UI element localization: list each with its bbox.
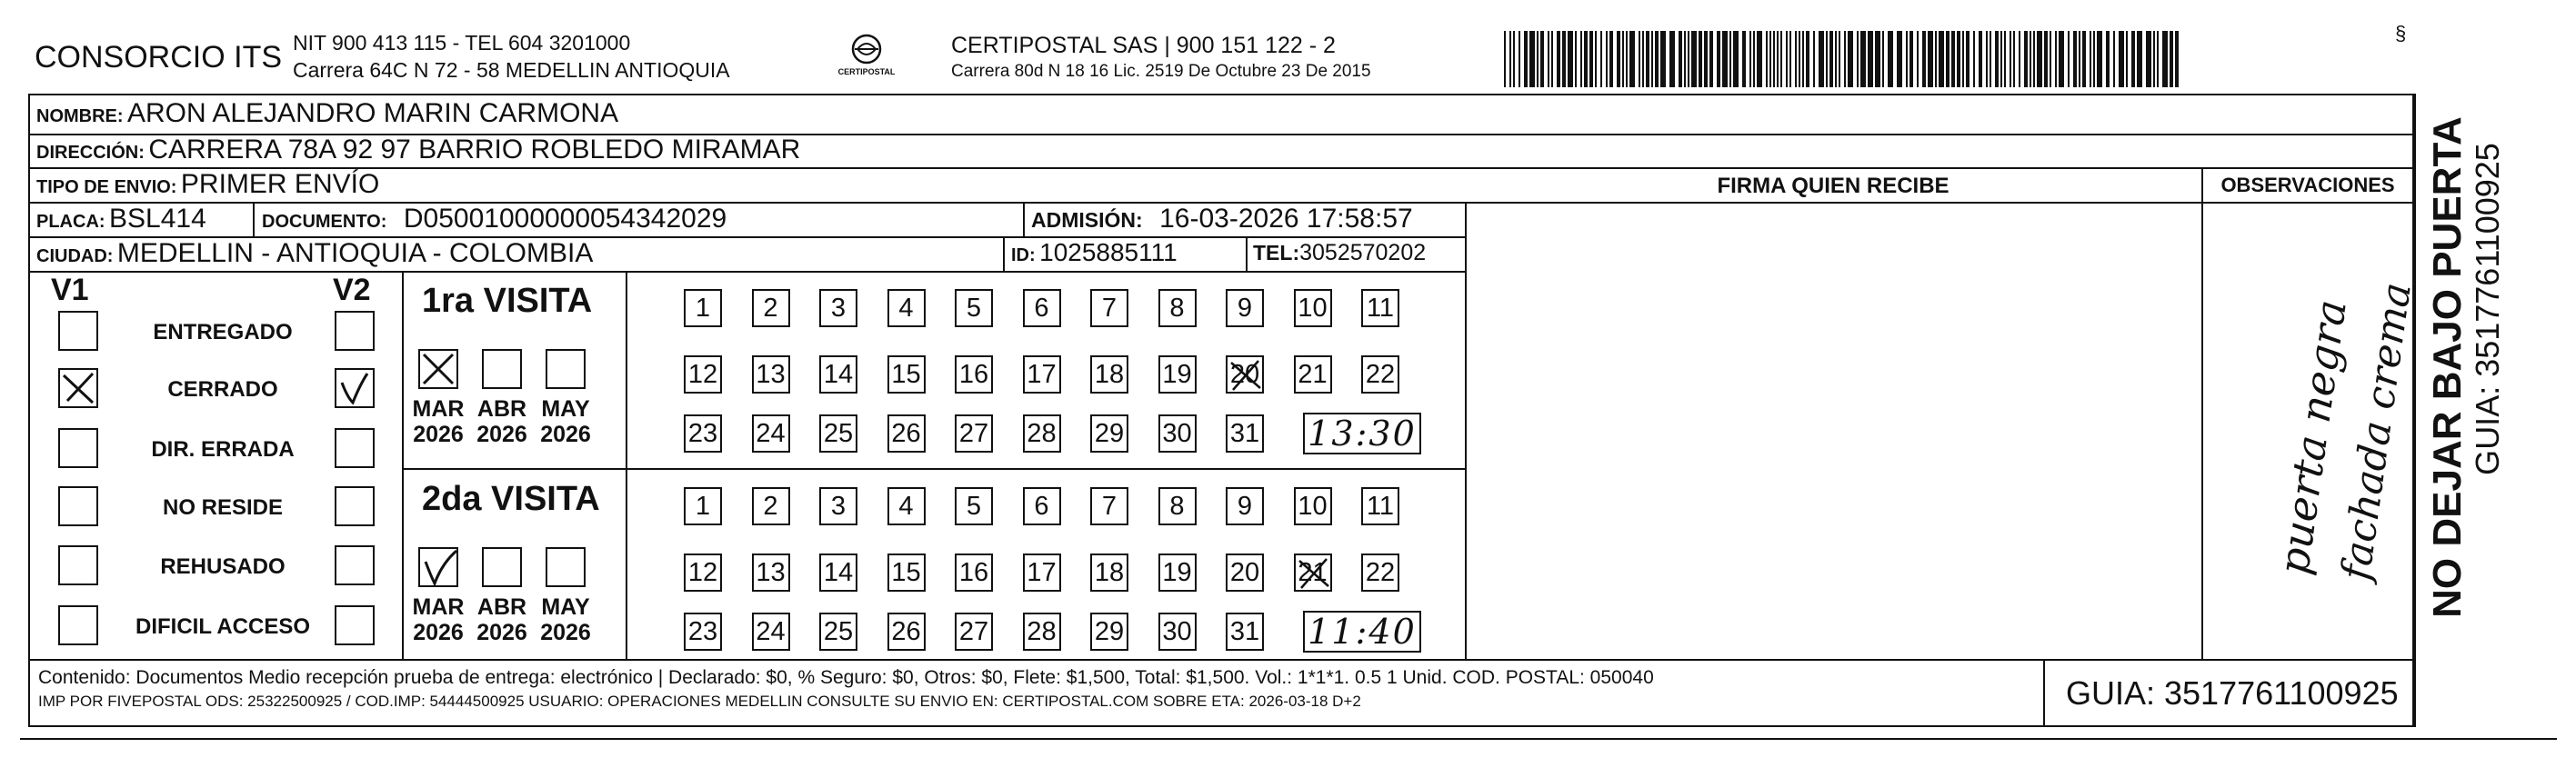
direccion-field <box>36 135 800 165</box>
day-number: 14 <box>823 360 854 389</box>
day-box[interactable] <box>955 554 993 592</box>
month-label: MAR <box>412 594 465 620</box>
side-panel <box>2417 95 2537 640</box>
col-line <box>253 202 255 236</box>
visit-time: 13:30 <box>1308 414 1417 454</box>
v2-label: V2 <box>333 273 371 307</box>
visit-time: 11:40 <box>1308 612 1417 652</box>
ciudad-field <box>36 238 593 269</box>
day-box[interactable] <box>1158 289 1197 327</box>
day-box[interactable] <box>1158 414 1197 453</box>
day-box[interactable] <box>1023 289 1061 327</box>
firma-header: FIRMA QUIEN RECIBE <box>1717 174 1950 198</box>
admision-label: ADMISIÓN: <box>1031 208 1143 232</box>
side-title: NO DEJAR BAJO PUERTA <box>2425 116 2470 618</box>
nombre-label: NOMBRE: <box>36 106 124 126</box>
barcode <box>1504 31 2181 87</box>
day-number: 17 <box>1027 558 1057 587</box>
day-mark-icon <box>1296 555 1332 592</box>
day-box[interactable] <box>1294 355 1332 394</box>
day-box[interactable] <box>887 355 926 394</box>
month-year: 2026 <box>413 620 464 645</box>
col-line <box>626 271 627 659</box>
day-number: 5 <box>966 492 982 521</box>
day-box[interactable] <box>1023 355 1061 394</box>
day-box[interactable] <box>887 289 926 327</box>
day-box[interactable] <box>1023 613 1061 651</box>
v2-checkbox[interactable] <box>335 311 375 351</box>
placa-value: BSL414 <box>109 204 206 234</box>
documento-value: D05001000000054342029 <box>403 204 727 234</box>
day-number: 28 <box>1027 419 1057 448</box>
day-box[interactable] <box>1361 487 1399 525</box>
day-box[interactable] <box>1158 355 1197 394</box>
barcode-image <box>1504 31 2181 87</box>
day-box[interactable] <box>887 414 926 453</box>
day-number: 13 <box>756 360 786 389</box>
day-number: 31 <box>1229 617 1260 646</box>
v2-checkbox[interactable] <box>335 545 375 585</box>
right-edge-line <box>2414 94 2416 727</box>
month-label: MAR <box>412 396 465 422</box>
visit-time-box[interactable] <box>1303 413 1421 454</box>
day-box[interactable] <box>955 487 993 525</box>
day-box[interactable] <box>1226 554 1264 592</box>
footer-imp: IMP POR FIVEPOSTAL ODS: 25322500925 / COD.IMP: 54444500925 USUARIO: OPERACIONES MEDELLIN CONSULTE SU ENVIO EN: CERTIPOSTAL.COM SOBRE ETA: 2026-03-18 D+2 <box>38 693 1361 710</box>
admision-value: 16-03-2026 17:58:57 <box>1159 204 1413 234</box>
day-box[interactable] <box>955 414 993 453</box>
day-number: 20 <box>1229 360 1260 389</box>
day-number: 10 <box>1298 294 1328 323</box>
day-number: 25 <box>823 617 854 646</box>
day-box[interactable] <box>684 414 722 453</box>
day-number: 12 <box>687 558 718 587</box>
day-number: 15 <box>891 360 921 389</box>
month-checkbox[interactable] <box>418 349 458 389</box>
day-box[interactable] <box>752 414 790 453</box>
row-line <box>28 659 2414 661</box>
day-box[interactable] <box>1090 414 1128 453</box>
col-line <box>1003 236 1005 271</box>
day-number: 21 <box>1298 558 1328 587</box>
day-number: 6 <box>1034 294 1049 323</box>
day-box[interactable] <box>1361 355 1399 394</box>
id-label: ID: <box>1011 245 1036 265</box>
row-line <box>28 167 2414 169</box>
day-number: 14 <box>823 558 854 587</box>
day-number: 16 <box>958 558 989 587</box>
day-box[interactable] <box>1226 487 1264 525</box>
month-checkbox[interactable] <box>482 349 522 389</box>
month-year: 2026 <box>413 422 464 447</box>
day-box[interactable] <box>887 554 926 592</box>
month-year: 2026 <box>540 620 591 645</box>
day-number: 7 <box>1101 294 1118 323</box>
id-field <box>1011 238 1178 267</box>
day-box[interactable] <box>819 289 857 327</box>
day-box[interactable] <box>1090 613 1128 651</box>
day-number: 25 <box>823 419 854 448</box>
day-box[interactable] <box>752 554 790 592</box>
col-line <box>1246 236 1248 271</box>
nombre-field <box>36 98 618 129</box>
day-number: 16 <box>958 360 989 389</box>
day-number: 30 <box>1162 617 1192 646</box>
day-number: 3 <box>830 492 847 521</box>
visit-time-box[interactable] <box>1303 611 1421 653</box>
day-box[interactable] <box>955 289 993 327</box>
day-number: 9 <box>1237 294 1253 323</box>
month-checkbox[interactable] <box>418 547 458 587</box>
corner-mark: § <box>2395 22 2407 45</box>
company-address: Carrera 64C N 72 - 58 MEDELLIN ANTIOQUIA <box>293 58 730 82</box>
day-number: 12 <box>687 360 718 389</box>
day-box[interactable] <box>819 487 857 525</box>
day-number: 27 <box>958 617 989 646</box>
day-number: 21 <box>1298 360 1328 389</box>
day-number: 18 <box>1094 360 1125 389</box>
documento-label: DOCUMENTO: <box>262 212 387 232</box>
day-number: 20 <box>1229 558 1260 587</box>
day-number: 13 <box>756 558 786 587</box>
day-number: 22 <box>1365 360 1396 389</box>
day-number: 4 <box>898 492 914 521</box>
status-option-label: DIFICIL ACCESO <box>135 614 310 639</box>
v2-checkbox[interactable] <box>335 368 375 408</box>
day-number: 17 <box>1027 360 1057 389</box>
day-box[interactable] <box>1023 487 1061 525</box>
v2-checkbox[interactable] <box>335 428 375 468</box>
bottom-line <box>20 738 2557 740</box>
day-box[interactable] <box>887 613 926 651</box>
day-box[interactable] <box>752 613 790 651</box>
day-box[interactable] <box>1090 554 1128 592</box>
day-box[interactable] <box>1090 289 1128 327</box>
month-label: ABR <box>476 594 527 620</box>
month-year: 2026 <box>476 620 527 645</box>
day-number: 29 <box>1094 419 1125 448</box>
signature-area[interactable] <box>1467 204 2200 658</box>
company-nit-tel: NIT 900 413 115 - TEL 604 3201000 <box>293 31 631 55</box>
month-checkbox[interactable] <box>546 349 586 389</box>
certipostal-logo-icon <box>835 31 898 85</box>
month-label: ABR <box>476 396 527 422</box>
month-label: MAY <box>541 594 590 620</box>
day-box[interactable] <box>1158 487 1197 525</box>
day-number: 19 <box>1162 360 1192 389</box>
status-option-label: ENTREGADO <box>153 320 293 344</box>
day-number: 19 <box>1162 558 1192 587</box>
col-line <box>1023 202 1025 236</box>
day-box[interactable] <box>955 613 993 651</box>
day-number: 8 <box>1169 492 1185 521</box>
admision-field <box>1031 204 1413 234</box>
day-mark-icon <box>1228 357 1264 394</box>
status-option-label: CERRADO <box>167 377 278 402</box>
day-number: 30 <box>1162 419 1192 448</box>
check-mark-icon <box>420 351 456 387</box>
day-box[interactable] <box>1361 289 1399 327</box>
carrier-name: CERTIPOSTAL SAS | 900 151 122 - 2 <box>951 33 1336 58</box>
day-number: 18 <box>1094 558 1125 587</box>
day-number: 27 <box>958 419 989 448</box>
day-number: 31 <box>1229 419 1260 448</box>
ciudad-value: MEDELLIN - ANTIOQUIA - COLOMBIA <box>116 238 594 268</box>
direccion-label: DIRECCIÓN: <box>36 143 145 163</box>
status-option-label: REHUSADO <box>160 554 286 579</box>
v2-checkbox[interactable] <box>335 486 375 526</box>
placa-label: PLACA: <box>36 212 105 232</box>
day-number: 1 <box>695 294 711 323</box>
tipo-envio-label: TIPO DE ENVIO: <box>36 177 177 197</box>
v2-checkbox[interactable] <box>335 605 375 645</box>
day-box[interactable] <box>1090 355 1128 394</box>
day-box[interactable] <box>1158 613 1197 651</box>
status-option-label: DIR. ERRADA <box>151 437 295 462</box>
month-label: MAY <box>541 396 590 422</box>
day-box[interactable] <box>684 355 722 394</box>
day-box[interactable] <box>887 487 926 525</box>
day-number: 4 <box>898 294 914 323</box>
day-number: 26 <box>891 617 921 646</box>
day-box[interactable] <box>684 554 722 592</box>
day-box[interactable] <box>1226 355 1264 394</box>
day-box[interactable] <box>1294 487 1332 525</box>
day-number: 2 <box>763 294 778 323</box>
footer-contenido: Contenido: Documentos Medio recepción prueba de entrega: electrónico | Declarado: $0, % Seguro: $0, Otros: $0, Flete: $1,500, Total: $1,500. Vol.: 1*1*1. 0.5 1 Unid. COD. POSTAL: 050040 <box>38 667 1654 688</box>
day-box[interactable] <box>819 355 857 394</box>
v1-label: V1 <box>51 273 89 307</box>
id-value: 1025885111 <box>1039 238 1178 266</box>
day-box[interactable] <box>1158 554 1197 592</box>
check-mark-icon <box>336 370 373 406</box>
carrier-address: Carrera 80d N 18 16 Lic. 2519 De Octubre 23 De 2015 <box>951 62 1371 81</box>
month-year: 2026 <box>476 422 527 447</box>
status-option-label: NO RESIDE <box>162 495 284 520</box>
day-box[interactable] <box>684 613 722 651</box>
day-box[interactable] <box>1023 414 1061 453</box>
day-number: 15 <box>891 558 921 587</box>
check-mark-icon <box>420 549 456 585</box>
tipo-envio-field <box>36 169 379 200</box>
day-number: 3 <box>830 294 847 323</box>
day-number: 23 <box>687 617 718 646</box>
day-number: 5 <box>966 294 982 323</box>
footer-guia: GUIA: 3517761100925 <box>2066 674 2399 712</box>
nombre-value: ARON ALEJANDRO MARIN CARMONA <box>127 98 619 128</box>
row-line <box>28 271 1465 273</box>
observaciones-header: OBSERVACIONES <box>2220 174 2395 196</box>
day-box[interactable] <box>1023 554 1061 592</box>
day-box[interactable] <box>1294 554 1332 592</box>
ciudad-label: CIUDAD: <box>36 246 114 266</box>
tel-value: 3052570202 <box>1299 240 1427 265</box>
row-line <box>402 468 1466 470</box>
day-box[interactable] <box>684 289 722 327</box>
day-box[interactable] <box>955 355 993 394</box>
tel-field <box>1253 240 1426 266</box>
certipostal-logo <box>835 31 898 85</box>
day-number: 24 <box>756 617 786 646</box>
day-number: 29 <box>1094 617 1125 646</box>
visit-title: 2da VISITA <box>422 480 600 518</box>
logo-text: CERTIPOSTAL <box>837 67 896 76</box>
day-box[interactable] <box>1226 613 1264 651</box>
day-number: 6 <box>1034 492 1049 521</box>
company-name: CONSORCIO ITS <box>35 40 283 75</box>
day-number: 10 <box>1298 492 1328 521</box>
visit-title: 1ra VISITA <box>422 282 593 320</box>
day-box[interactable] <box>819 613 857 651</box>
day-box[interactable] <box>752 289 790 327</box>
placa-field <box>36 204 206 234</box>
day-number: 2 <box>763 492 778 521</box>
month-checkbox[interactable] <box>482 547 522 587</box>
day-number: 23 <box>687 419 718 448</box>
day-number: 9 <box>1237 492 1253 521</box>
observaciones-area <box>2203 204 2421 658</box>
day-number: 1 <box>695 492 711 521</box>
col-line <box>2043 659 2045 727</box>
day-number: 8 <box>1169 294 1185 323</box>
day-box[interactable] <box>1226 289 1264 327</box>
day-box[interactable] <box>819 414 857 453</box>
col-line <box>402 271 404 659</box>
tel-label: TEL: <box>1253 241 1300 264</box>
day-number: 7 <box>1101 492 1118 521</box>
observaciones-line-2: fachada crema <box>2332 279 2421 583</box>
day-number: 11 <box>1366 492 1395 521</box>
tipo-envio-value: PRIMER ENVÍO <box>180 169 380 199</box>
day-box[interactable] <box>1090 487 1128 525</box>
day-number: 11 <box>1366 294 1395 323</box>
month-checkbox[interactable] <box>546 547 586 587</box>
day-box[interactable] <box>819 554 857 592</box>
day-box[interactable] <box>1294 289 1332 327</box>
month-year: 2026 <box>540 422 591 447</box>
day-number: 24 <box>756 419 786 448</box>
documento-field <box>262 204 727 234</box>
day-box[interactable] <box>1361 554 1399 592</box>
day-box[interactable] <box>684 487 722 525</box>
day-box[interactable] <box>1226 414 1264 453</box>
day-box[interactable] <box>752 487 790 525</box>
day-number: 22 <box>1365 558 1396 587</box>
side-guia: GUIA: 3517761100925 <box>2469 143 2506 475</box>
observaciones-line-1: puerta negra <box>2269 296 2356 578</box>
direccion-value: CARRERA 78A 92 97 BARRIO ROBLEDO MIRAMAR <box>148 135 801 165</box>
day-number: 26 <box>891 419 921 448</box>
day-box[interactable] <box>752 355 790 394</box>
day-number: 28 <box>1027 617 1057 646</box>
